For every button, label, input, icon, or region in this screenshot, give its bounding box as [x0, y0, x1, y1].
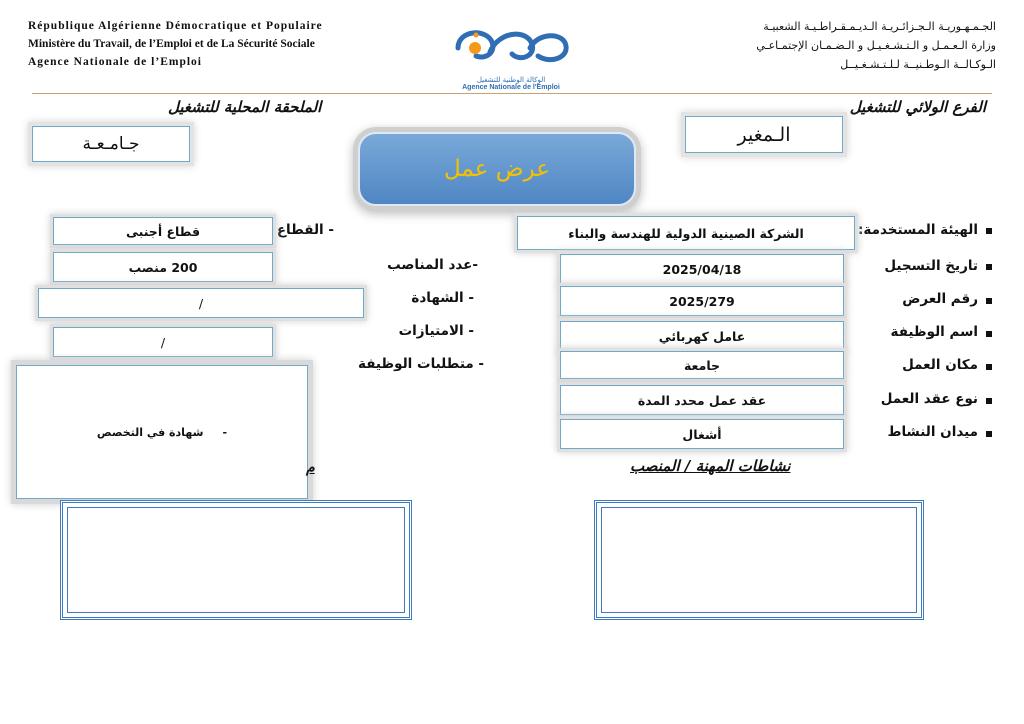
- registration-date-value: 2025/04/18: [662, 261, 742, 277]
- anem-logo: [446, 18, 576, 90]
- bullet-icon: [986, 331, 992, 337]
- positions-count-value: 200 منصب: [128, 259, 198, 275]
- left-section-title-fragment: م: [306, 460, 315, 476]
- job-requirements-value: - شهادة في التخصص: [96, 425, 228, 439]
- offer-number-value: 2025/279: [669, 293, 735, 309]
- sector-value: قطاع أجنبى: [125, 223, 201, 239]
- logo-caption-ar: الوكالة الوطنية للتشغيل: [476, 76, 546, 84]
- benefits-field: [53, 327, 273, 357]
- sector-field: [53, 217, 273, 245]
- local-value-box: [32, 126, 190, 162]
- diploma-value: /: [198, 295, 204, 311]
- employer-field: [517, 216, 855, 250]
- activity-field-value: أشغال: [682, 426, 722, 442]
- bullet-icon: [986, 264, 992, 270]
- work-place-label: مكان العمل: [902, 357, 978, 373]
- contract-type-field: [560, 385, 844, 415]
- bullet-icon: [986, 431, 992, 437]
- activity-field-field: [560, 419, 844, 449]
- header-divider: [32, 93, 992, 94]
- employer-value: الشركة الصينية الدولية للهندسة والبناء: [568, 225, 804, 241]
- positions-count-field: [53, 252, 273, 282]
- benefits-label: - الامتيازات: [398, 323, 474, 339]
- job-requirements-box: [16, 365, 308, 499]
- header-fr-ministry: Ministère du Travail, de l’Emploi et de La Sécurité Sociale: [28, 38, 315, 50]
- benefits-value: /: [160, 334, 166, 350]
- local-branch-label: الملحقة المحلية للتشغيل: [168, 98, 322, 116]
- header-ar-ministry: وزارة الـعـمـل و الـتـشـغـيـل و الـضـمـان الإجتمـاعـي: [756, 39, 996, 52]
- job-requirements-label: - متطلبات الوظيفة: [358, 356, 484, 372]
- work-place-value: جامعة: [683, 357, 721, 373]
- positions-count-label: -عدد المناصب: [387, 257, 478, 273]
- registration-date-label: تاريخ التسجيل: [884, 258, 978, 274]
- header-ar-agency: الـوكـالــة الـوطـنيــة لـلـتـشـغـيــل: [840, 58, 996, 71]
- activities-box: [594, 500, 924, 620]
- bullet-icon: [986, 364, 992, 370]
- wilaya-value-box: [685, 116, 843, 153]
- sector-label: - القطاع: [276, 222, 334, 238]
- header-fr-republic: République Algérienne Démocratique et Populaire: [28, 20, 323, 32]
- anem-logo-icon: [446, 18, 576, 70]
- bullet-icon: [986, 298, 992, 304]
- job-name-label: اسم الوظيفة: [890, 324, 978, 340]
- header-ar-republic: الجـمـهـوريـة الـجـزائـريـة الـديـمـقـراطـيـة الشعبيـة: [763, 20, 996, 33]
- diploma-label: - الشهادة: [411, 290, 474, 306]
- local-value: جـامـعـة: [82, 134, 140, 154]
- employer-label: الهيئة المستخدمة:: [858, 222, 978, 238]
- registration-date-field: [560, 254, 844, 284]
- offer-title: عرض عمل: [444, 156, 550, 182]
- activities-section-title: نشاطات المهنة / المنصب: [630, 457, 791, 475]
- job-name-field: [560, 321, 844, 351]
- contract-type-value: عقد عمل محدد المدة: [637, 392, 767, 408]
- offer-title-banner: [358, 132, 636, 206]
- wilaya-branch-label: الفرع الولائي للتشغيل: [849, 98, 986, 116]
- offer-number-field: [560, 286, 844, 316]
- bullet-icon: [986, 228, 992, 234]
- work-place-field: [560, 351, 844, 379]
- header-fr-agency: Agence Nationale de l’Emploi: [28, 56, 202, 68]
- activity-field-label: ميدان النشاط: [887, 424, 978, 440]
- left-section-box: [60, 500, 412, 620]
- bullet-icon: [986, 398, 992, 404]
- contract-type-label: نوع عقد العمل: [880, 391, 978, 407]
- offer-number-label: رقم العرض: [902, 291, 978, 307]
- diploma-field: [38, 288, 364, 318]
- job-name-value: عامل كهربائي: [658, 328, 746, 344]
- logo-caption-fr: Agence Nationale de l'Emploi: [462, 84, 560, 91]
- wilaya-value: الـمغير: [737, 123, 791, 146]
